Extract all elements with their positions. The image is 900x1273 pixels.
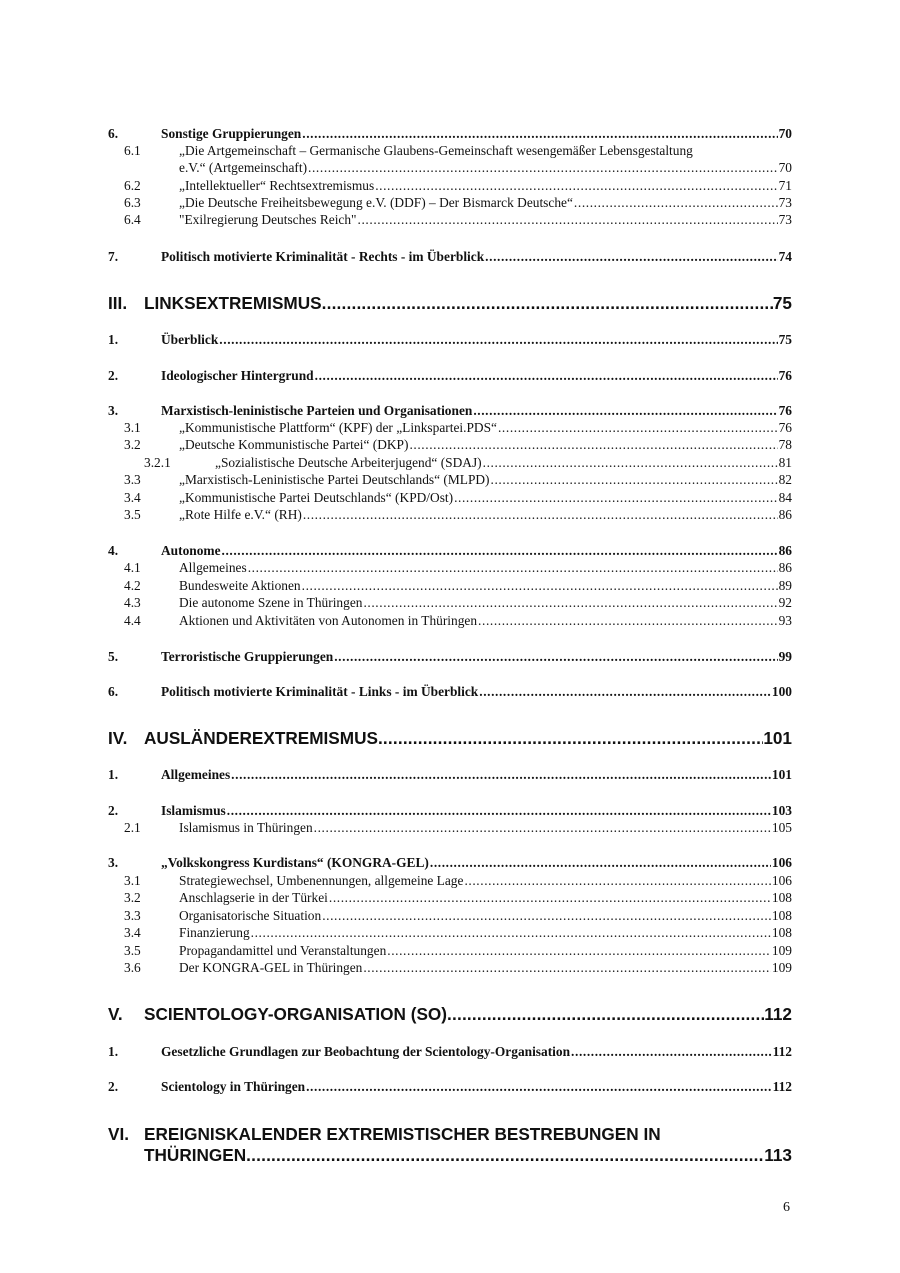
toc-number: 3.5 (124, 507, 141, 522)
toc-number: 3.3 (124, 908, 141, 923)
toc-entry[interactable] (108, 143, 792, 159)
toc-number: 3.4 (124, 490, 141, 505)
toc-page: 100 (771, 684, 792, 699)
toc-number: 3.2.1 (144, 455, 171, 470)
leader-dots (303, 507, 778, 523)
toc-number: 6. (108, 126, 119, 141)
toc-title: Allgemeines (179, 560, 247, 575)
toc-number: 4. (108, 543, 119, 558)
toc-entry[interactable] (108, 332, 792, 348)
toc-entry[interactable] (108, 767, 792, 783)
toc-title: e.V.“ (Artgemeinschaft) (179, 160, 308, 175)
toc-entry[interactable] (108, 472, 792, 488)
toc-number: 3.1 (124, 873, 141, 888)
toc-number: 3. (108, 855, 119, 870)
toc-page: 112 (772, 1044, 792, 1059)
leader-dots (308, 160, 778, 176)
toc-page: 112 (764, 1004, 792, 1024)
toc-title: Gesetzliche Grundlagen zur Beobachtung der Scientology-Organisation (161, 1044, 571, 1059)
toc-number: 5. (108, 649, 119, 664)
toc-number: 1. (108, 1044, 119, 1059)
leader-dots (302, 578, 778, 594)
toc-page: 99 (778, 649, 792, 664)
toc-entry[interactable] (108, 403, 792, 419)
toc-part-number: IV. (108, 728, 128, 748)
toc-number: 4.1 (124, 560, 141, 575)
toc-page: 76 (778, 368, 792, 383)
toc-number: 3.2 (124, 890, 141, 905)
toc-title: Marxistisch-leninistische Parteien und Organisationen (161, 403, 473, 418)
toc-number: 3.3 (124, 472, 141, 487)
toc-entry[interactable] (108, 126, 792, 142)
leader-dots (454, 490, 778, 506)
toc-page: 89 (778, 578, 792, 593)
toc-page: 86 (778, 560, 792, 575)
leader-dots (302, 126, 777, 142)
toc-title: Finanzierung (179, 925, 250, 940)
toc-page: 71 (778, 178, 792, 193)
toc-number: 2. (108, 1079, 119, 1094)
toc-entry[interactable] (108, 368, 792, 384)
toc-entry[interactable] (108, 960, 792, 976)
toc-number: 4.2 (124, 578, 141, 593)
leader-dots (447, 1004, 764, 1024)
toc-number: 2. (108, 368, 119, 383)
toc-part-title: SCIENTOLOGY-ORGANISATION (SO) (144, 1004, 448, 1024)
toc-title: Sonstige Gruppierungen (161, 126, 302, 141)
leader-dots (483, 455, 778, 471)
leader-dots (231, 767, 771, 783)
toc-entry-continuation[interactable] (179, 160, 792, 176)
leader-dots (322, 908, 771, 924)
toc-page: 101 (771, 767, 792, 782)
toc-title: Der KONGRA-GEL in Thüringen (179, 960, 363, 975)
toc-number: 7. (108, 249, 119, 264)
toc-entry[interactable] (108, 649, 792, 665)
toc-number: 3.6 (124, 960, 141, 975)
toc-entry[interactable] (108, 803, 792, 819)
leader-dots (498, 420, 778, 436)
toc-part-number: V. (108, 1004, 123, 1024)
toc-title: Strategiewechsel, Umbenennungen, allgemeine Lage (179, 873, 464, 888)
leader-dots (334, 649, 777, 665)
leader-dots (464, 873, 770, 889)
toc-entry[interactable] (108, 820, 792, 836)
toc-entry[interactable] (108, 490, 792, 506)
toc-part-heading[interactable] (108, 728, 792, 748)
toc-number: 3.5 (124, 943, 141, 958)
toc-title: „Intellektueller“ Rechtsextremismus (179, 178, 375, 193)
toc-number: 6.3 (124, 195, 141, 210)
leader-dots (478, 613, 778, 629)
toc-number: 6.2 (124, 178, 141, 193)
toc-entry[interactable] (108, 684, 792, 700)
toc-number: 1. (108, 767, 119, 782)
leader-dots (358, 212, 778, 228)
leader-dots (322, 293, 773, 313)
leader-dots (574, 195, 778, 211)
toc-entry[interactable] (108, 613, 792, 629)
toc-entry[interactable] (108, 943, 792, 959)
toc-title: Bundesweite Aktionen (179, 578, 301, 593)
toc-entry[interactable] (108, 908, 792, 924)
toc-page: 108 (771, 890, 792, 905)
toc-title: Terroristische Gruppierungen (161, 649, 334, 664)
toc-page: 112 (772, 1079, 792, 1094)
toc-page: 109 (771, 943, 792, 958)
toc-page: 78 (778, 437, 792, 452)
toc-entry[interactable] (108, 437, 792, 453)
toc-number: 6.4 (124, 212, 141, 227)
leader-dots (246, 1145, 764, 1165)
toc-page: 70 (778, 160, 792, 175)
toc-entry[interactable] (108, 212, 792, 228)
toc-title: "Exilregierung Deutsches Reich" (179, 212, 357, 227)
toc-number: 6.1 (124, 143, 141, 158)
toc-title: Anschlagserie in der Türkei (179, 890, 328, 905)
toc-page: 82 (778, 472, 792, 487)
leader-dots (306, 1079, 772, 1095)
toc-part-heading-continuation[interactable] (144, 1145, 792, 1165)
toc-page: 101 (763, 728, 792, 748)
leader-dots (479, 684, 771, 700)
toc-page: 76 (778, 420, 792, 435)
toc-part-number: III. (108, 293, 128, 313)
toc-title: Politisch motivierte Kriminalität - Links - im Überblick (161, 684, 479, 699)
toc-number: 2.1 (124, 820, 141, 835)
toc-title: Politisch motivierte Kriminalität - Rechts - im Überblick (161, 249, 485, 264)
toc-entry[interactable] (108, 578, 792, 594)
toc-page: 84 (778, 490, 792, 505)
toc-page: 75 (778, 332, 792, 347)
toc-title: „Die Artgemeinschaft – Germanische Glaubens-Gemeinschaft wesengemäßer Lebensgestaltung (179, 143, 693, 158)
leader-dots (248, 560, 778, 576)
toc-entry[interactable] (108, 1044, 792, 1060)
leader-dots (227, 803, 771, 819)
leader-dots (485, 249, 777, 265)
toc-title: „Volkskongress Kurdistans“ (KONGRA-GEL) (161, 855, 429, 870)
toc-title: Scientology in Thüringen (161, 1079, 306, 1094)
toc-number: 6. (108, 684, 119, 699)
toc-page: 105 (771, 820, 792, 835)
toc-page: 106 (771, 855, 792, 870)
toc-entry[interactable] (108, 195, 792, 211)
toc-entry[interactable] (108, 178, 792, 194)
toc-page: 76 (778, 403, 792, 418)
toc-part-title[interactable]: EREIGNISKALENDER EXTREMISTISCHER BESTREBUNGEN IN (144, 1124, 661, 1144)
toc-title: Ideologischer Hintergrund (161, 368, 314, 383)
leader-dots (491, 472, 778, 488)
toc-page: 75 (772, 293, 792, 313)
toc-title: „Sozialistische Deutsche Arbeiterjugend“ (SDAJ) (215, 455, 482, 470)
leader-dots (430, 855, 771, 871)
toc-entry[interactable] (108, 560, 792, 576)
toc-page: 109 (771, 960, 792, 975)
toc-page: 93 (778, 613, 792, 628)
toc-part-title: LINKSEXTREMISMUS (144, 293, 322, 313)
toc-title: Propagandamittel und Veranstaltungen (179, 943, 387, 958)
leader-dots (409, 437, 777, 453)
toc-number: 3.4 (124, 925, 141, 940)
toc-page: 74 (778, 249, 792, 264)
toc-page: 103 (771, 803, 792, 818)
toc-number: 3. (108, 403, 119, 418)
toc-part-heading[interactable] (108, 1004, 792, 1024)
leader-dots (329, 890, 771, 906)
leader-dots (315, 368, 778, 384)
leader-dots (219, 332, 777, 348)
page-number: 6 (783, 1200, 790, 1215)
toc-part-number: VI. (108, 1124, 130, 1144)
toc-page: 70 (778, 126, 792, 141)
leader-dots (363, 960, 771, 976)
toc-title: „Die Deutsche Freiheitsbewegung e.V. (DDF) – Der Bismarck Deutsche“ (179, 195, 573, 210)
toc-title: Aktionen und Aktivitäten von Autonomen in Thüringen (179, 613, 478, 628)
toc-entry[interactable] (108, 507, 792, 523)
toc-number: 2. (108, 803, 119, 818)
toc-entry[interactable] (108, 1079, 792, 1095)
leader-dots (473, 403, 777, 419)
leader-dots (363, 595, 777, 611)
toc-title: Allgemeines (161, 767, 231, 782)
toc-number: 4.4 (124, 613, 141, 628)
toc-title: Autonome (161, 543, 221, 558)
leader-dots (222, 543, 778, 559)
toc-title: Die autonome Szene in Thüringen (179, 595, 363, 610)
toc-page: 113 (764, 1145, 792, 1165)
toc-part-heading[interactable] (108, 293, 792, 313)
toc-number: 3.1 (124, 420, 141, 435)
toc-page: 92 (778, 595, 792, 610)
toc-page: 81 (778, 455, 792, 470)
toc-entry[interactable] (108, 455, 792, 471)
toc-page: 86 (778, 543, 792, 558)
toc-number: 1. (108, 332, 119, 347)
toc-entry[interactable] (108, 420, 792, 436)
toc-entry[interactable] (108, 925, 792, 941)
leader-dots (387, 943, 771, 959)
toc-entry[interactable] (108, 890, 792, 906)
leader-dots (375, 178, 777, 194)
toc-entry[interactable] (108, 249, 792, 265)
toc-title: Islamismus in Thüringen (179, 820, 313, 835)
toc-entry[interactable] (108, 595, 792, 611)
toc-part-title: AUSLÄNDEREXTREMISMUS (144, 728, 378, 748)
toc-title: „Marxistisch-Leninistische Partei Deutschlands“ (MLPD) (179, 472, 490, 487)
toc-page: 108 (771, 908, 792, 923)
toc-page: 108 (771, 925, 792, 940)
leader-dots (378, 728, 763, 748)
toc-page: 73 (778, 195, 792, 210)
toc-part-title: THÜRINGEN (144, 1145, 247, 1165)
toc-title: Organisatorische Situation (179, 908, 322, 923)
toc-title: Überblick (161, 332, 219, 347)
toc-title: „Kommunistische Plattform“ (KPF) der „Linkspartei.PDS“ (179, 420, 497, 435)
toc-page: 86 (778, 507, 792, 522)
toc-title: Islamismus (161, 803, 226, 818)
toc-title: „Kommunistische Partei Deutschlands“ (KPD/Ost) (179, 490, 454, 505)
toc-entry[interactable] (108, 873, 792, 889)
toc-page: 73 (778, 212, 792, 227)
toc-title: „Deutsche Kommunistische Partei“ (DKP) (179, 437, 409, 452)
toc-title: „Rote Hilfe e.V.“ (RH) (179, 507, 302, 522)
leader-dots (251, 925, 771, 941)
leader-dots (314, 820, 771, 836)
leader-dots (571, 1044, 772, 1060)
toc-number: 4.3 (124, 595, 141, 610)
toc-entry[interactable] (108, 855, 792, 871)
toc-page: 106 (771, 873, 792, 888)
toc-number: 3.2 (124, 437, 141, 452)
toc-entry[interactable] (108, 543, 792, 559)
